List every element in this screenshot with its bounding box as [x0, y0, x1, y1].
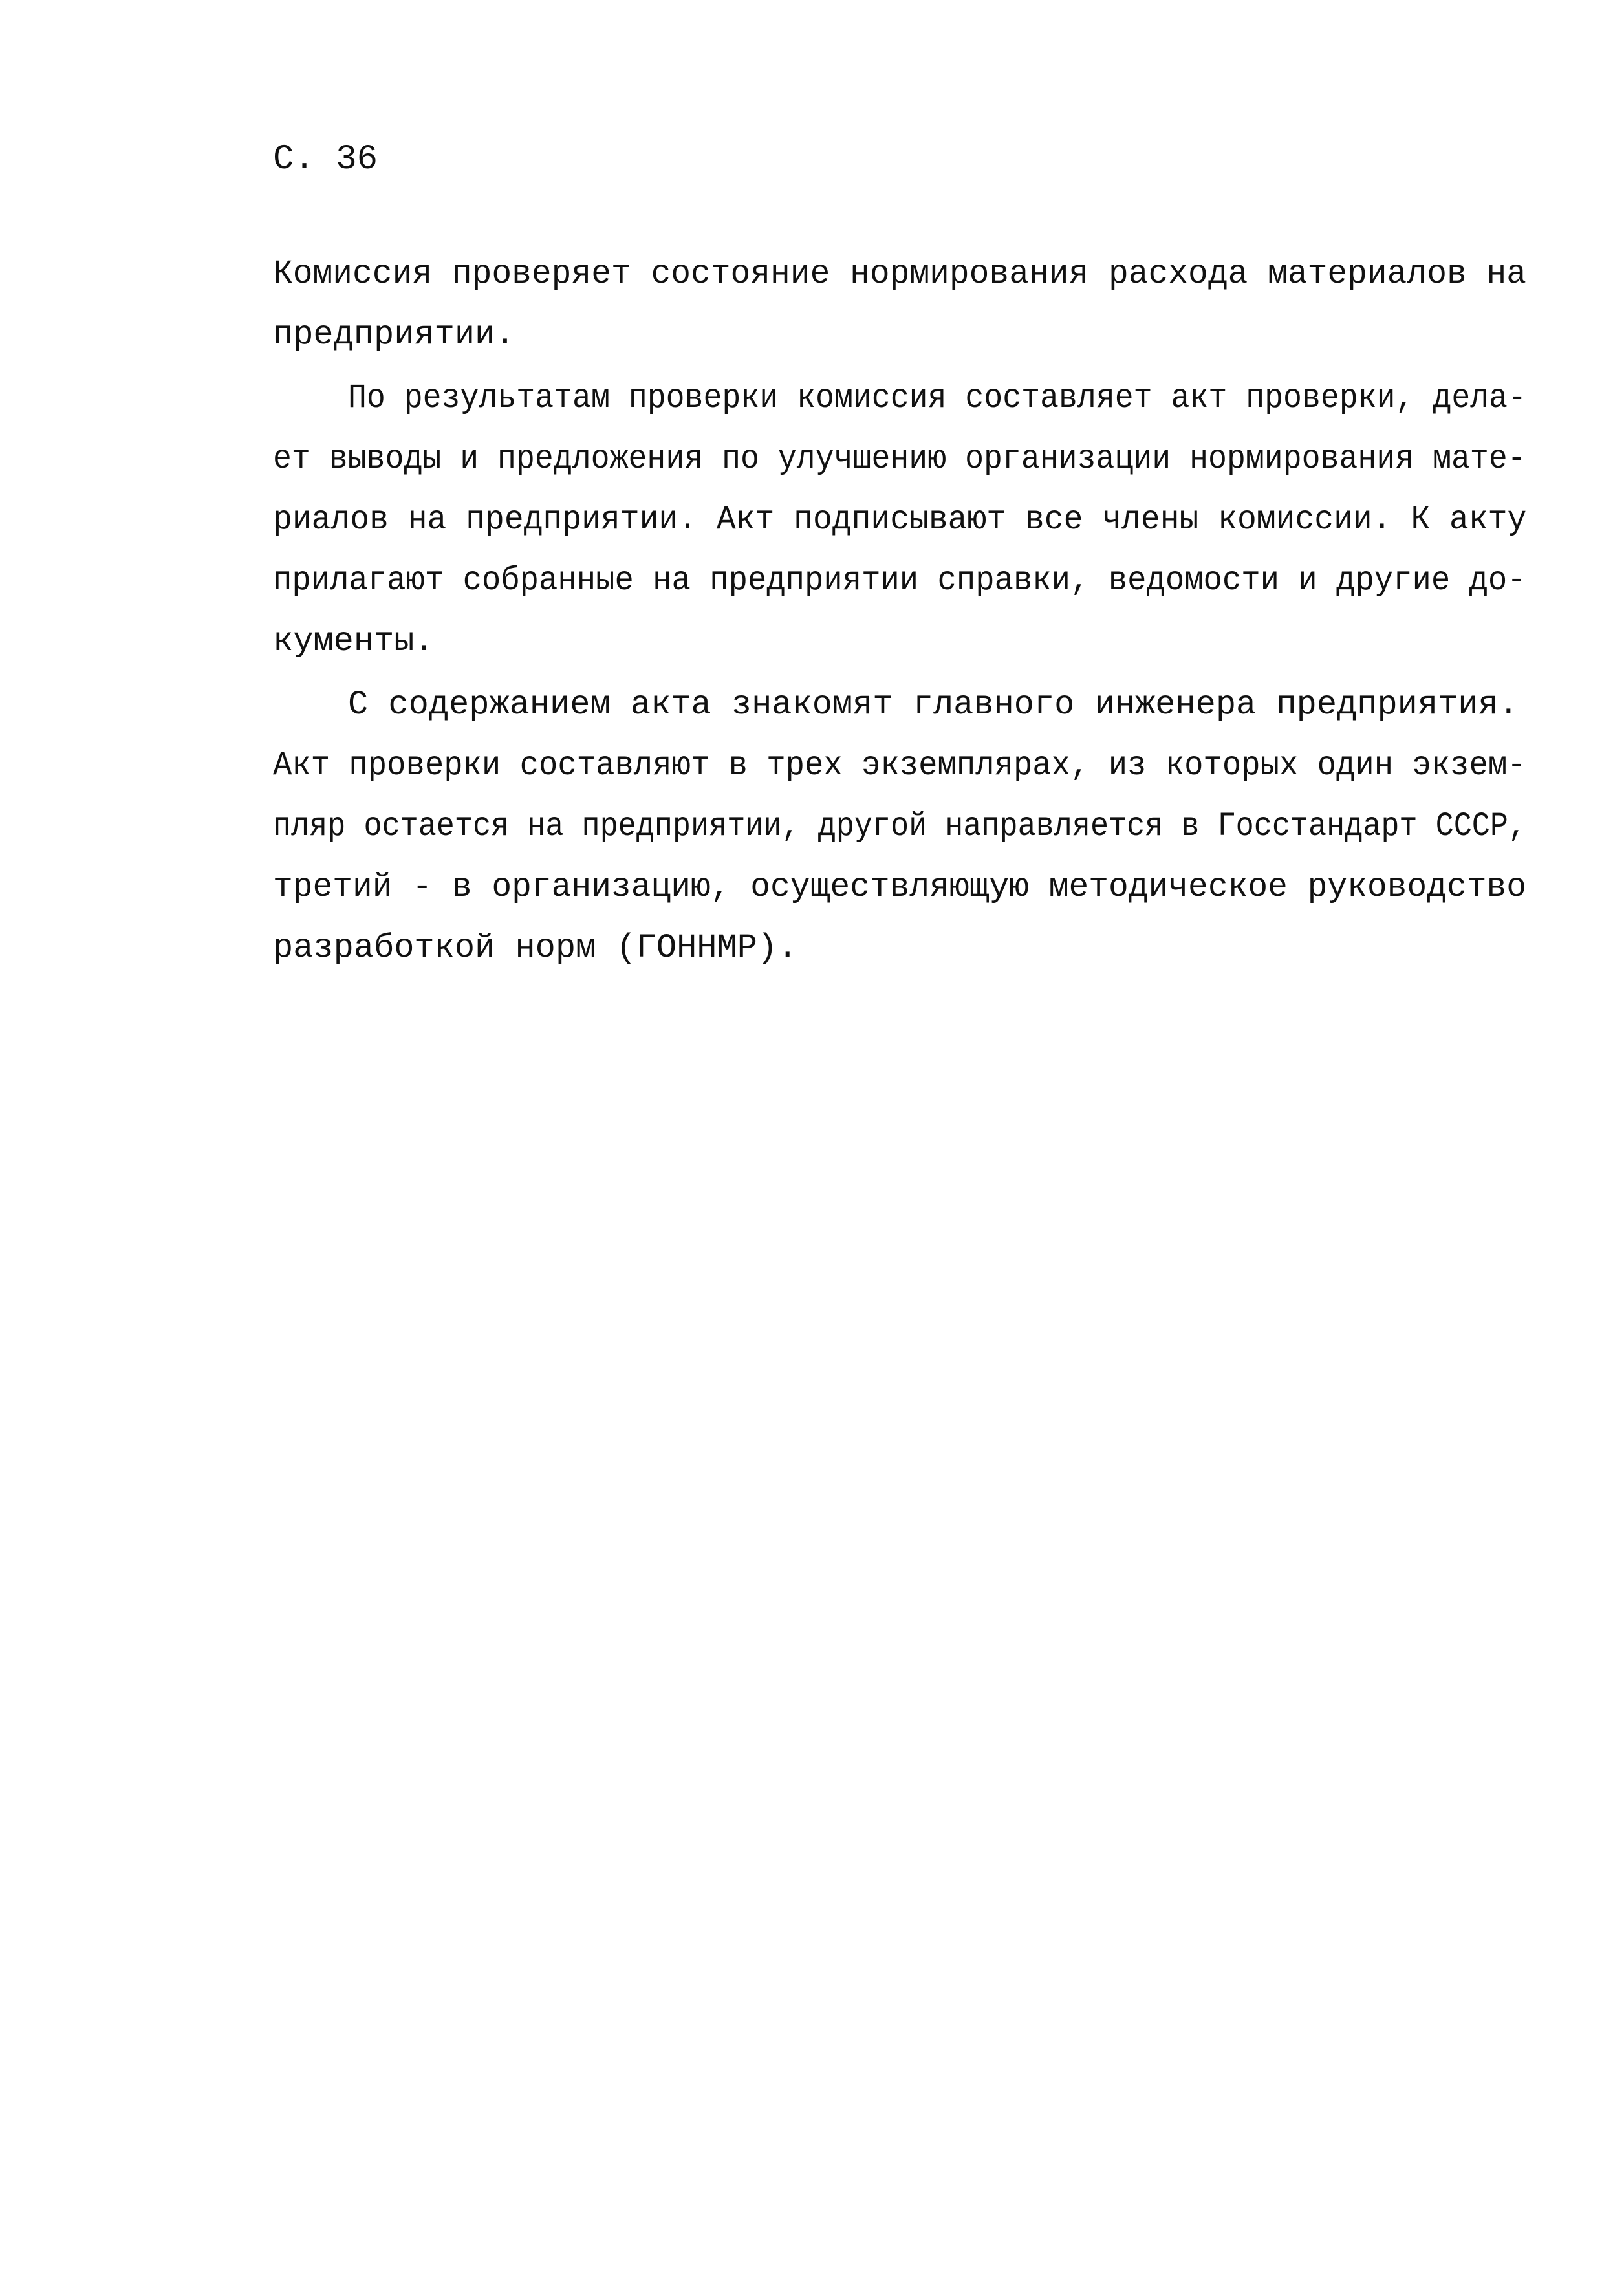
text-line-3: По результатам проверки комиссия составляет акт проверки, дела-	[348, 379, 1527, 417]
text-line-7: кументы.	[273, 622, 435, 660]
text-line-5: риалов на предприятии. Акт подписывают все члены комиссии. К акту	[273, 501, 1527, 539]
text-line-8: С содержанием акта знакомят главного инженера предприятия.	[348, 686, 1519, 724]
text-line-4: ет выводы и предложения по улучшению организации нормирования мате-	[273, 440, 1526, 478]
text-line-1: Комиссия проверяет состояние нормирования расхода материалов на	[273, 255, 1527, 293]
text-line-12: разработкой норм (ГОННМР).	[273, 929, 798, 967]
text-line-10: пляр остается на предприятии, другой направляется в Госстандарт СССР,	[273, 807, 1527, 845]
text-line-11: третий - в организацию, осуществляющую методическое руководство	[273, 868, 1527, 906]
page-number: С. 36	[273, 140, 378, 179]
text-line-9: Акт проверки составляют в трех экземплярах, из которых один экзем-	[273, 746, 1526, 785]
text-line-2: предприятии.	[273, 316, 515, 354]
text-line-6: прилагают собранные на предприятии справки, ведомости и другие до-	[273, 561, 1526, 600]
